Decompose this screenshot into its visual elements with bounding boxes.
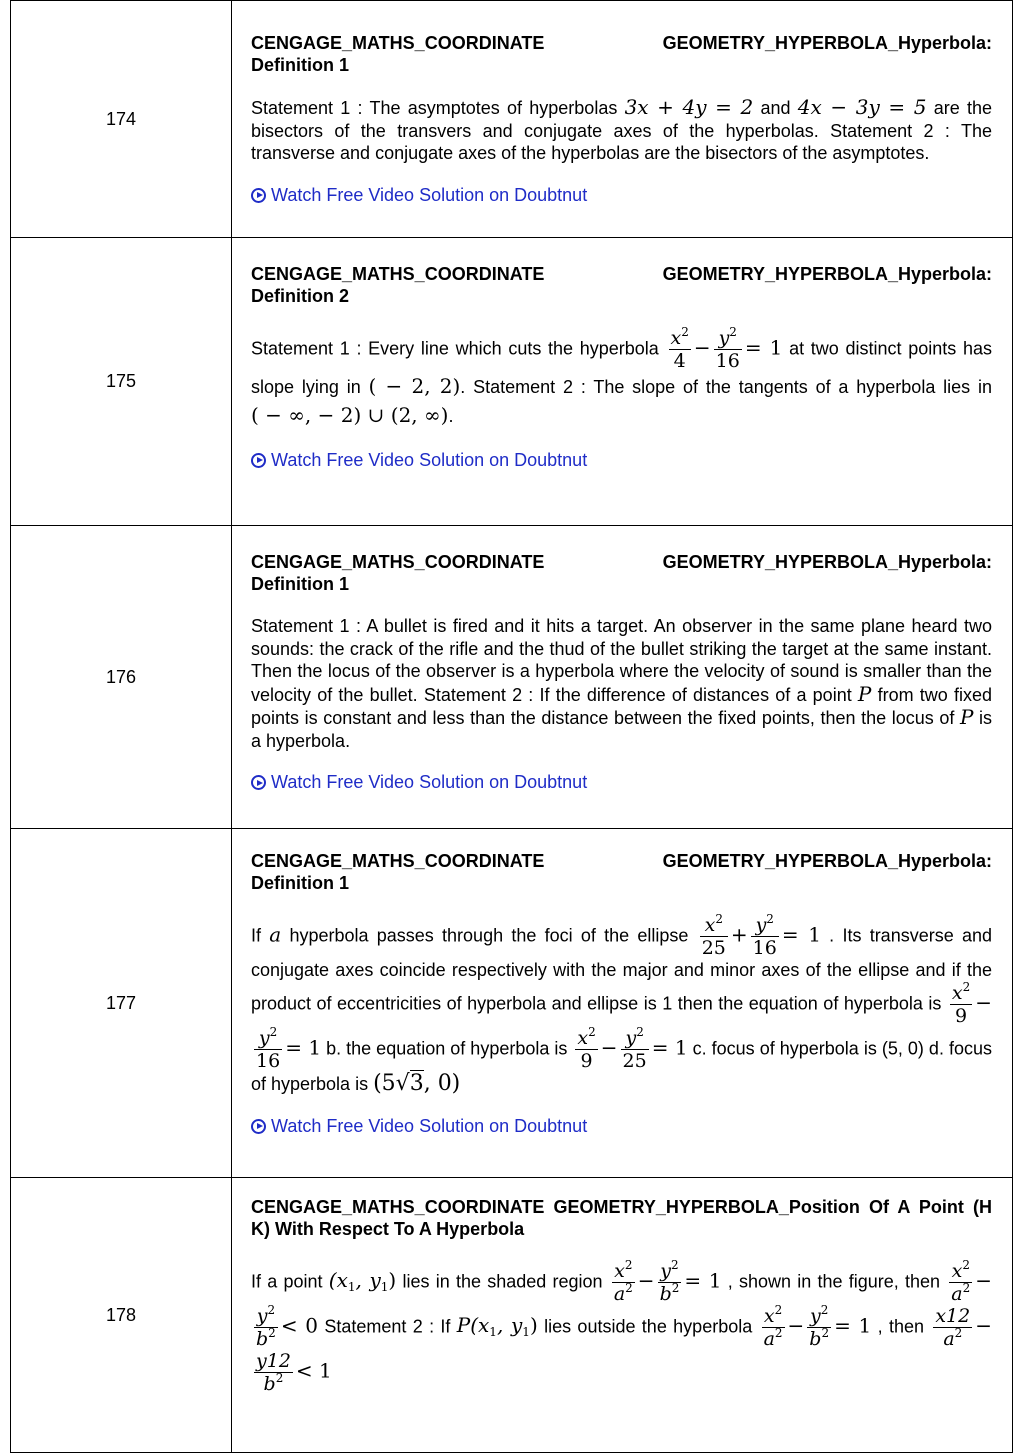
fraction: $\frac{x^2}{9}$ <box>951 979 971 1027</box>
fraction: $\frac{y^2}{b^2}$ <box>659 1258 680 1305</box>
watch-video-link[interactable]: Watch Free Video Solution on Doubtnut <box>251 450 992 471</box>
question-text: Statement 1 : The asymptotes of hyperbolas 3x + 4y = 2 and 4x − 3y = 5 are the bisectors of the transvers and conjugate axes of the hyperbolas. Statement 2 : The transverse and conjugate axes of the hyperbolas are the bisectors of the asymptotes. <box>251 95 992 164</box>
question-body <box>232 1178 1013 1453</box>
fraction: $\frac{y12}{b^2}$ <box>256 1350 291 1395</box>
fraction: $\frac{y^2}{b^2}$ <box>256 1303 276 1350</box>
question-header: CENGAGE_MATHS_COORDINATE GEOMETRY_HYPERBOLA_Hyperbola: Definition 1 <box>251 850 992 893</box>
table-row <box>11 526 1013 829</box>
watch-video-link[interactable]: Watch Free Video Solution on Doubtnut <box>251 772 992 793</box>
play-circle-icon <box>251 188 266 203</box>
question-header: CENGAGE_MATHS_COORDINATE GEOMETRY_HYPERBOLA_Hyperbola: Definition 1 <box>251 552 992 594</box>
fraction: $\frac{y^2}{25}$ <box>622 1024 647 1072</box>
fraction: $\frac{y^2}{16}$ <box>715 324 740 372</box>
fraction: $\frac{x^2}{25}$ <box>701 911 726 959</box>
question-number: 175 <box>11 238 232 526</box>
fraction: $\frac{x^2}{9}$ <box>577 1024 596 1072</box>
fraction: $\frac{x12}{a^2}$ <box>935 1305 971 1350</box>
question-body <box>232 526 1013 829</box>
table-row <box>11 238 1013 526</box>
fraction: $\frac{y^2}{16}$ <box>752 911 777 959</box>
question-text: Statement 1 : Every line which cuts the hyperbola $\frac{x^2}{4}$ − $\frac{y^2}{16}$ = 1 at two distinct points has slope lying in ( − 2, 2). Statement 2 : The slope of the tangents of a hyperbola lies in ( − ∞, − 2) ∪ (2, ∞). <box>251 324 992 427</box>
play-circle-icon <box>251 453 266 468</box>
fraction: $\frac{x^2}{4}$ <box>670 324 689 372</box>
question-text: Statement 1 : A bullet is fired and it hits a target. An observer in the same plane heard two sounds: the crack of the rifle and the thud of the bullet striking the target at the same instant. Then the locus of the observer is a hyperbola where the velocity of sound is smaller than the velocity of the bullet. Statement 2 : If the difference of distances of a point P from two fixed points is constant and less than the distance between the fixed points, then the locus of P is a hyperbola. <box>251 616 992 751</box>
question-body <box>232 829 1013 1178</box>
focus-expression: (5√3, 0) <box>373 1070 461 1096</box>
question-body <box>232 238 1013 526</box>
table-row <box>11 829 1013 1178</box>
table-row <box>11 1178 1013 1453</box>
question-number: 177 <box>11 829 232 1178</box>
fraction: $\frac{x^2}{a^2}$ <box>613 1258 633 1305</box>
question-text: If a point ($x_1$, $y_1$) lies in the shaded region $\frac{x^2}{a^2}$ − $\frac{y^2}{b^2}$ = 1 , shown in the figure, then $\frac{x^2}{a^2}$ − $\frac{y^2}{b^2}$ < 0 Statement 2 : If $P(x_1$, $y_1$) lies outside the hyperbola $\frac{x^2}{a^2}$ − $\frac{y^2}{b^2}$ = 1 , then $\frac{x12}{a^2}$ − $\frac{y12}{b^2}$ < 1 <box>251 1258 993 1395</box>
fraction: $\frac{x^2}{a^2}$ <box>763 1303 783 1350</box>
question-header: CENGAGE_MATHS_COORDINATE GEOMETRY_HYPERBOLA_Position Of A Point (H K) With Respect To A Hyperbola <box>251 1197 992 1239</box>
question-header: CENGAGE_MATHS_COORDINATE GEOMETRY_HYPERBOLA_Hyperbola: Definition 1 <box>251 33 992 76</box>
question-header: CENGAGE_MATHS_COORDINATE GEOMETRY_HYPERBOLA_Hyperbola: Definition 2 <box>251 263 992 306</box>
play-circle-icon <box>251 775 266 790</box>
question-number: 176 <box>11 526 232 829</box>
fraction: $\frac{y^2}{16}$ <box>256 1024 281 1072</box>
watch-video-link[interactable]: Watch Free Video Solution on Doubtnut <box>251 1116 992 1137</box>
play-circle-icon <box>251 1119 266 1134</box>
fraction: $\frac{x^2}{a^2}$ <box>951 1258 971 1305</box>
question-body <box>232 1 1013 238</box>
fraction: $\frac{y^2}{b^2}$ <box>809 1303 830 1350</box>
question-number: 178 <box>11 1178 232 1453</box>
question-number: 174 <box>11 1 232 238</box>
question-text: If a hyperbola passes through the foci of the ellipse $\frac{x^2}{25}$ + $\frac{y^2}{16}$ = 1 . Its transverse and conjugate axes coincide respectively with the major and minor axes of the ellipse and if the product of eccentricities of hyperbola and ellipse is 1 then the equation of hyperbola is $\frac{x^2}{9}$ − $\frac{y^2}{16}$ = 1 b. the equation of hyperbola is $\frac{x^2}{9}$ − $\frac{y^2}{25}$ = 1 c. focus of hyperbola is (5, 0) d. focus of hyperbola is (5√3, 0) <box>251 911 993 1096</box>
question-table <box>10 0 1013 1453</box>
table-row <box>11 1 1013 238</box>
watch-video-link[interactable]: Watch Free Video Solution on Doubtnut <box>251 185 992 206</box>
